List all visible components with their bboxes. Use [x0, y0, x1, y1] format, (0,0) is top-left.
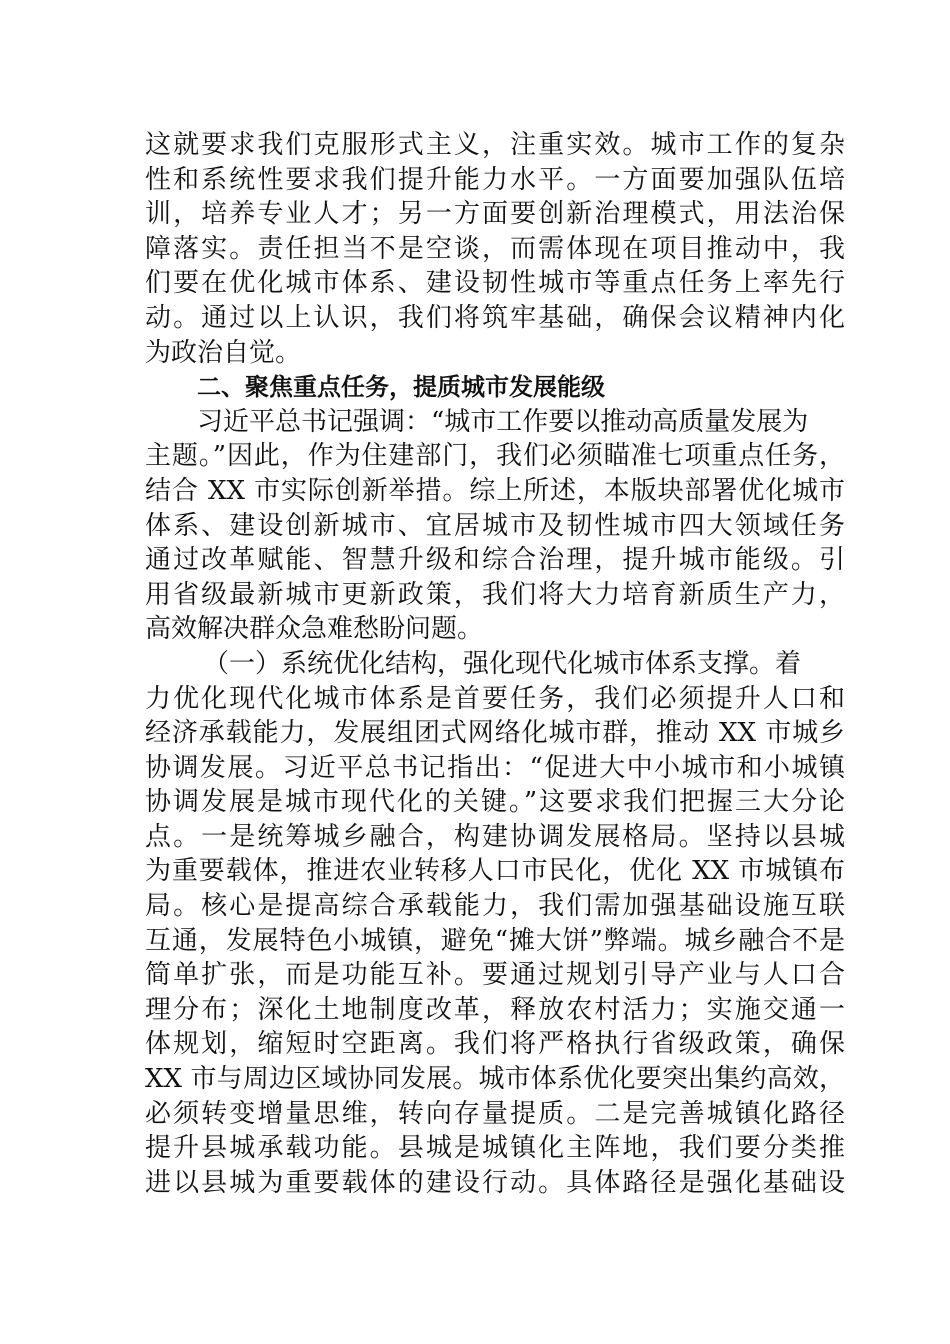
text-line: （一）系统优化结构，强化现代化城市体系支撑。着 [203, 648, 802, 679]
text-line: 提升县城承载功能。县城是城镇化主阵地，我们要分类推 [145, 1133, 845, 1164]
text-line: 理分布；深化土地制度改革，释放农村活力；实施交通一 [145, 994, 845, 1025]
text-line: 经济承载能力，发展组团式网络化城市群，推动 XX 市城乡 [145, 718, 845, 749]
text-line: 为重要载体，推进农业转移人口市民化，优化 XX 市城镇布 [145, 856, 845, 887]
text-line: 们要在优化城市体系、建设韧性城市等重点任务上率先行 [145, 268, 845, 299]
text-line: 主题。”因此，作为住建部门，我们必须瞄准七项重点任务， [145, 441, 845, 472]
document-body [145, 128, 845, 1200]
text-line: 习近平总书记强调：“城市工作要以推动高质量发展为 [197, 406, 809, 437]
section-heading: 二、聚焦重点任务，提质城市发展能级 [197, 373, 605, 402]
text-line: 必须转变增量思维，转向存量提质。二是完善城镇化路径 [145, 1098, 845, 1129]
text-line: 为政治自觉。 [145, 337, 302, 368]
text-line: 用省级最新城市更新政策，我们将大力培育新质生产力， [145, 579, 845, 610]
text-line: 简单扩张，而是功能互补。要通过规划引导产业与人口合 [145, 960, 845, 991]
text-line: 这就要求我们克服形式主义，注重实效。城市工作的复杂 [145, 130, 845, 160]
text-line: 训，培养专业人才；另一方面要创新治理模式，用法治保 [145, 199, 845, 230]
text-line: 体系、建设创新城市、宜居城市及韧性城市四大领域任务 [145, 510, 845, 541]
text-line: 进以县城为重要载体的建设行动。具体路径是强化基础设 [145, 1167, 845, 1198]
text-line: 力优化现代化城市体系是首要任务，我们必须提升人口和 [145, 683, 845, 714]
text-line: 障落实。责任担当不是空谈，而需体现在项目推动中，我 [145, 233, 845, 264]
text-line: 协调发展。习近平总书记指出：“促进大中小城市和小城镇 [145, 752, 845, 783]
text-line: 动。通过以上认识，我们将筑牢基础，确保会议精神内化 [145, 302, 845, 333]
text-line: XX 市与周边区域协同发展。城市体系优化要突出集约高效， [145, 1064, 845, 1095]
text-line: 互通，发展特色小城镇，避免“摊大饼”弊端。城乡融合不是 [145, 925, 845, 956]
text-line: 点。一是统筹城乡融合，构建协调发展格局。坚持以县城 [145, 821, 845, 852]
text-line: 通过改革赋能、智慧升级和综合治理，提升城市能级。引 [145, 545, 845, 576]
text-line: 局。核心是提高综合承载能力，我们需加强基础设施互联 [145, 891, 845, 922]
text-line: 协调发展是城市现代化的关键。”这要求我们把握三大分论 [145, 787, 845, 818]
text-line: 体规划，缩短时空距离。我们将严格执行省级政策，确保 [145, 1029, 845, 1060]
text-line: 结合 XX 市实际创新举措。综上所述，本版块部署优化城市 [145, 475, 845, 506]
text-line: 高效解决群众急难愁盼问题。 [145, 614, 484, 645]
text-line: 性和系统性要求我们提升能力水平。一方面要加强队伍培 [145, 164, 845, 195]
